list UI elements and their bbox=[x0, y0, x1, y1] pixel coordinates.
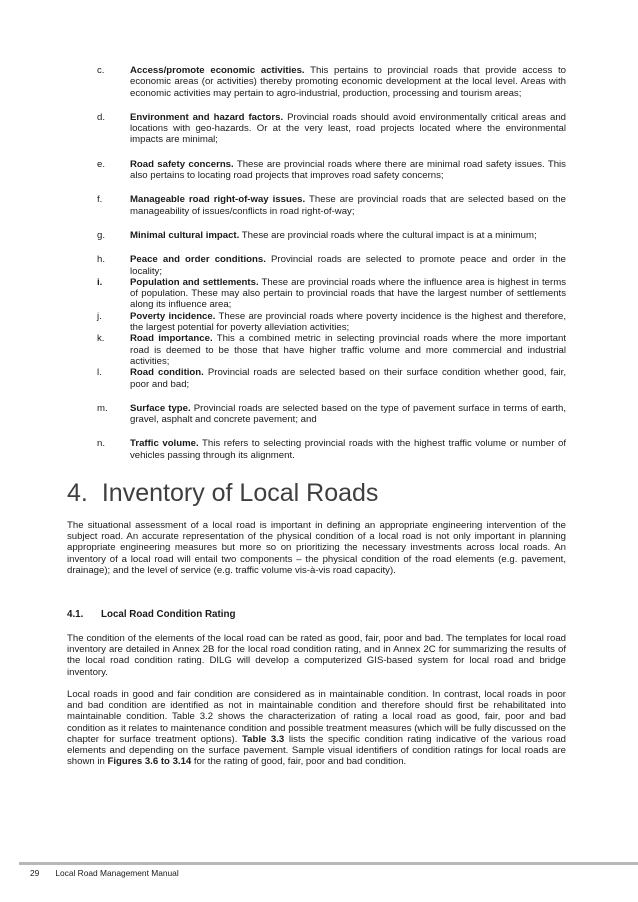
footer-rule bbox=[19, 862, 638, 865]
paragraph-text: lists the specific condition rating indicative of the various road elements and depending on the surface pavement. Sample visual identifiers of condition ratings for local roads are shown in bbox=[67, 733, 566, 768]
item-title: Surface type. bbox=[130, 402, 191, 414]
item-text: Provincial roads are selected based on the type of pavement surface in terms of earth, gravel, asphalt and concrete pavement; and bbox=[130, 402, 566, 426]
item-title: Road safety concerns. bbox=[130, 158, 234, 170]
subsection-heading bbox=[67, 609, 235, 620]
item-title: Manageable road right-of-way issues. bbox=[130, 194, 306, 206]
item-text: Provincial roads should avoid environmentally critical areas and locations with geo-hazards. Or at the very least, road projects located where the environmental impacts are minimal; bbox=[130, 111, 567, 146]
section-heading bbox=[67, 479, 378, 508]
item-text: This a combined metric in selecting provincial roads where the more important road is deemed to be those that have higher traffic volume and more commercial and industrial activities; bbox=[130, 333, 566, 367]
item-text: Provincial roads are selected based on their surface condition whether good, fair, poor and bad; bbox=[130, 367, 567, 390]
item-letter: h. bbox=[97, 254, 106, 266]
item-letter: c. bbox=[97, 65, 105, 76]
list-item bbox=[97, 65, 566, 99]
item-title: Road importance. bbox=[130, 333, 213, 345]
item-title: Poverty incidence. bbox=[130, 310, 216, 322]
item-title: Road condition. bbox=[130, 367, 204, 379]
item-text: These are provincial roads that are selected based on the manageability of issues/conflicts in road right-of-way; bbox=[130, 194, 566, 217]
list-item bbox=[97, 112, 566, 146]
item-text: Provincial roads are selected to promote peace and order in the locality; bbox=[130, 254, 567, 277]
item-title: Peace and order conditions. bbox=[130, 254, 266, 266]
page-number: 29 bbox=[30, 868, 40, 878]
item-text: These are provincial roads where the influence area is highest in terms of population. These may also pertain to provincial roads that have the largest number of settlements along its influence area; bbox=[130, 276, 566, 311]
section-number: 4. bbox=[67, 479, 88, 507]
table-reference: Table 3.3 bbox=[241, 733, 285, 745]
item-title: Traffic volume. bbox=[130, 438, 199, 450]
item-letter: e. bbox=[97, 158, 106, 170]
list-item bbox=[97, 230, 566, 241]
criteria-list bbox=[97, 65, 566, 461]
section-title: Inventory of Local Roads bbox=[101, 479, 379, 507]
item-letter: g. bbox=[97, 229, 106, 241]
item-letter: k. bbox=[97, 333, 105, 345]
item-text: These are provincial roads where there are minimal road safety issues. This also pertains to locating road projects that improves road safety concerns; bbox=[130, 158, 566, 182]
item-title: Minimal cultural impact. bbox=[130, 229, 240, 241]
condition-paragraph: The condition of the elements of the local road can be rated as good, fair, poor and bad. The templates for local road inventory are detailed in Annex 2B for the local road condition rating, and in Annex 2C for summarizing the results of the local road condition rating. DILG will develop a computerized GIS-based system for local road and bridge inventory. bbox=[67, 633, 566, 678]
list-item bbox=[97, 254, 566, 277]
figures-reference: Figures 3.6 to 3.14 bbox=[107, 756, 192, 768]
list-item bbox=[97, 194, 566, 217]
item-text: These are provincial roads where poverty incidence is the highest and therefore, the largest potential for poverty alleviation activities; bbox=[130, 310, 566, 334]
item-letter: m. bbox=[97, 402, 108, 414]
item-title: Population and settlements. bbox=[130, 276, 259, 288]
list-item bbox=[97, 159, 566, 182]
item-title: Environment and hazard factors. bbox=[130, 111, 284, 123]
item-letter: n. bbox=[97, 438, 106, 450]
item-text: These are provincial roads where the cultural impact is at a minimum; bbox=[241, 229, 537, 241]
item-letter: d. bbox=[97, 111, 106, 123]
item-letter: f. bbox=[97, 194, 103, 206]
manual-title: Local Road Management Manual bbox=[55, 868, 179, 878]
item-text: This refers to selecting provincial roads with the highest traffic volume or number of vehicles passing through its alignment. bbox=[130, 438, 566, 461]
subsection-title: Local Road Condition Rating bbox=[101, 609, 236, 620]
item-letter: l. bbox=[97, 367, 102, 379]
intro-paragraph: The situational assessment of a local road is important in defining an appropriate engineering intervention of the subject road. An accurate representation of the physical condition of a local road is not only important in planning appropriate engineering measures but more so on prioritizing the necessary investments across local roads. An inventory of a local road will entail two components – the physical condition of the road elements (e.g. pavement, drainage); and the level of service (e.g. traffic volume vis-à-vis road capacity). bbox=[67, 520, 566, 576]
paragraph-text: for the rating of good, fair, poor and bad condition. bbox=[191, 756, 407, 768]
list-item bbox=[97, 403, 566, 426]
list-item bbox=[97, 438, 566, 461]
paragraph-text: Local roads in good and fair condition are considered as in maintainable condition. In contrast, local roads in poor and bad condition are identified as not in maintainable condition and therefore should first be rehabilitated into maintainable condition. Table 3.2 shows the characterization of rating a local road as good, fair, poor and bad condition as it relates to maintenance condition and possible treatment measures (which will be fully discussed on the chapter for surface treatment options). bbox=[67, 689, 566, 745]
item-letter: i. bbox=[97, 276, 103, 288]
maintainable-paragraph bbox=[67, 689, 566, 767]
subsection-number: 4.1. bbox=[67, 609, 84, 620]
list-item bbox=[97, 277, 566, 311]
list-item bbox=[97, 367, 566, 390]
list-item bbox=[97, 333, 566, 367]
item-text: This pertains to provincial roads that provide access to economic areas (or activities) thereby promoting economic development at the local level. Areas with economic activities may pertain to agro-industrial, production, processing and tourism areas; bbox=[130, 65, 566, 99]
list-item bbox=[97, 311, 566, 334]
item-title: Access/promote economic activities. bbox=[130, 65, 305, 76]
item-letter: j. bbox=[97, 310, 102, 322]
page-footer bbox=[30, 868, 179, 878]
